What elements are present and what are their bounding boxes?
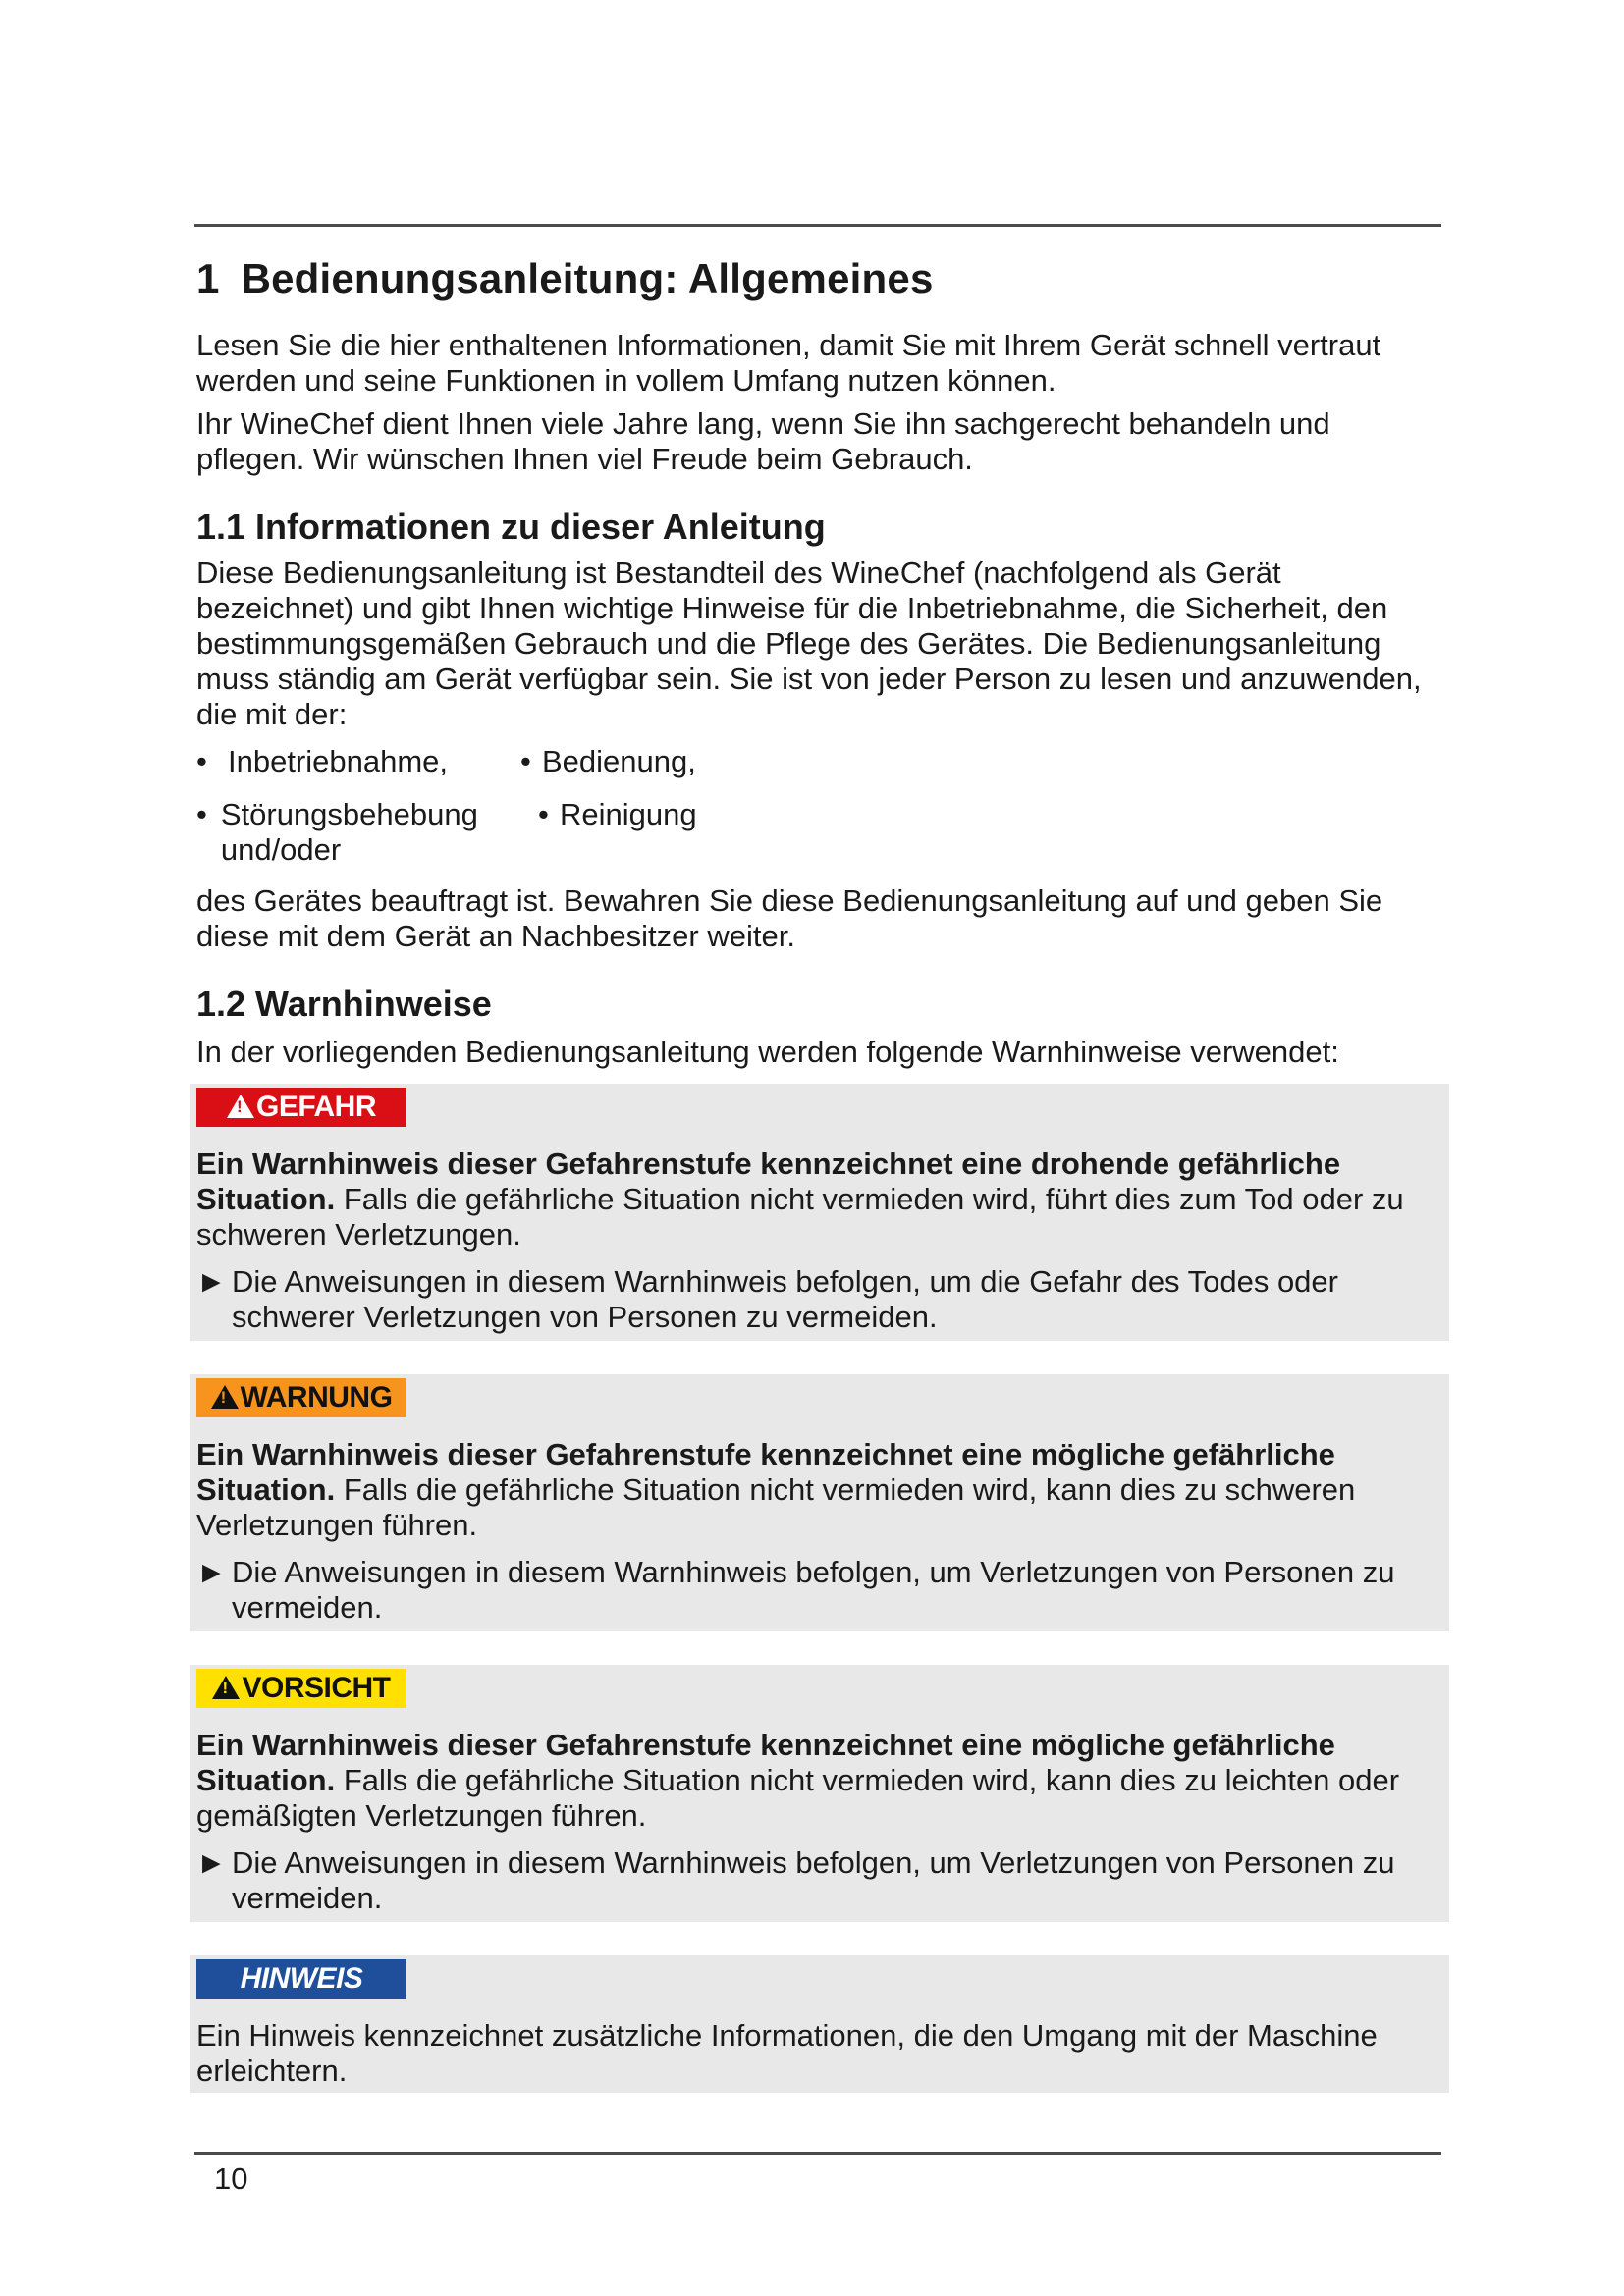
caution-description-text: Falls die gefährliche Situation nicht vermieden wird, kann dies zu leichten oder gemäßigten Verletzungen führen.: [196, 1763, 1400, 1833]
warning-triangle-icon: [212, 1676, 240, 1699]
danger-description-bold: Ein Warnhinweis dieser Gefahrenstufe kennzeichnet eine drohende gefährliche Situation.: [196, 1147, 1341, 1216]
caution-box: [190, 1665, 1449, 1922]
danger-description-text: Falls die gefährliche Situation nicht vermieden wird, führt dies zum Tod oder zu schweren Verletzungen.: [196, 1182, 1404, 1252]
bullet-item: [520, 744, 1051, 779]
chapter-intro-paragraph-2: Ihr WineChef dient Ihnen viele Jahre lang, wenn Sie ihn sachgerecht behandeln und pflegen. Wir wünschen Ihnen viel Freude beim Gebrauch.: [196, 406, 1330, 476]
arrow-right-icon: ►: [196, 1264, 227, 1299]
chapter-title: Bedienungsanleitung: Allgemeines: [241, 255, 934, 301]
bullet-item: [538, 797, 1051, 868]
danger-box: [190, 1084, 1449, 1341]
warning-triangle-icon: [227, 1095, 254, 1118]
bullet-glyph: •: [520, 744, 531, 778]
note-box: [190, 1955, 1449, 2093]
warning-description: [196, 1437, 1443, 1543]
section-1-1-text: Diese Bedienungsanleitung ist Bestandteil des WineChef (nachfolgend als Gerät bezeichnet) und gibt Ihnen wichtige Hinweise für die Inbetriebnahme, die Sicherheit, den bestimmungsgemäßen Gebrauch und die Pflege des Gerätes. Die Bedienungsanleitung muss ständig am Gerät verfügbar sein. Sie ist von jeder Person zu lesen und anzuwenden, die mit der:: [196, 556, 1422, 731]
bullet-text: Bedienung,: [542, 744, 696, 778]
warning-description-text: Falls die gefährliche Situation nicht vermieden wird, kann dies zu schweren Verletzungen führen.: [196, 1472, 1356, 1542]
footer-rule: [194, 2152, 1441, 2155]
section-1-1-closing-text: des Gerätes beauftragt ist. Bewahren Sie diese Bedienungsanleitung auf und geben Sie diese mit dem Gerät an Nachbesitzer weiter.: [196, 883, 1383, 953]
caution-description-bold: Ein Warnhinweis dieser Gefahrenstufe kennzeichnet eine mögliche gefährliche Situation.: [196, 1728, 1335, 1797]
danger-description: [196, 1147, 1443, 1253]
bullet-text: Reinigung: [560, 797, 697, 831]
bullet-item: [196, 797, 520, 868]
bullet-text: Störungsbehebung und/oder: [220, 797, 478, 867]
caution-action-text: Die Anweisungen in diesem Warnhinweis befolgen, um Verletzungen von Personen zu vermeiden.: [232, 1845, 1395, 1915]
bullet-glyph: •: [538, 797, 549, 831]
section-1-2-intro: In der vorliegenden Bedienungsanleitung werden folgende Warnhinweise verwendet:: [196, 1035, 1339, 1069]
caution-label: [196, 1669, 406, 1708]
caution-description: [196, 1728, 1443, 1834]
warning-box: [190, 1374, 1449, 1631]
page-number: 10: [214, 2162, 248, 2196]
warning-triangle-icon: [211, 1385, 239, 1409]
note-label: [196, 1959, 406, 1999]
caution-action: [196, 1845, 1443, 1918]
section-1-1-heading: 1.1 Informationen zu dieser Anleitung: [196, 507, 826, 547]
danger-label: [196, 1088, 406, 1127]
warning-label: [196, 1378, 406, 1417]
note-description: Ein Hinweis kennzeichnet zusätzliche Informationen, die den Umgang mit der Maschine erleichtern.: [196, 2018, 1378, 2088]
chapter-heading: [196, 251, 1443, 306]
header-rule: [194, 224, 1441, 227]
arrow-right-icon: ►: [196, 1845, 227, 1880]
warning-label-text: WARNUNG: [240, 1381, 393, 1414]
chapter-intro-paragraph-1: Lesen Sie die hier enthaltenen Informationen, damit Sie mit Ihrem Gerät schnell vertraut werden und seine Funktionen in vollem Umfang nutzen können.: [196, 328, 1381, 398]
note-label-text: HINWEIS: [240, 1962, 363, 1995]
bullet-glyph: •: [196, 797, 207, 831]
page-content: [196, 251, 1443, 2093]
bullet-list: [196, 744, 1443, 868]
bullet-glyph: •: [196, 744, 207, 778]
caution-label-text: VORSICHT: [242, 1672, 391, 1704]
chapter-number: 1: [196, 255, 220, 301]
danger-action-text: Die Anweisungen in diesem Warnhinweis befolgen, um die Gefahr des Todes oder schwerer Verletzungen von Personen zu vermeiden.: [232, 1264, 1338, 1334]
bullet-item: [196, 744, 520, 779]
danger-label-text: GEFAHR: [255, 1091, 376, 1123]
warning-description-bold: Ein Warnhinweis dieser Gefahrenstufe kennzeichnet eine mögliche gefährliche Situation.: [196, 1437, 1335, 1507]
warning-action-text: Die Anweisungen in diesem Warnhinweis befolgen, um Verletzungen von Personen zu vermeiden.: [232, 1555, 1395, 1625]
warning-action: [196, 1555, 1443, 1628]
section-1-2-heading: 1.2 Warnhinweise: [196, 984, 492, 1024]
danger-action: [196, 1264, 1443, 1337]
bullet-text: Inbetriebnahme,: [228, 744, 449, 778]
arrow-right-icon: ►: [196, 1555, 227, 1589]
